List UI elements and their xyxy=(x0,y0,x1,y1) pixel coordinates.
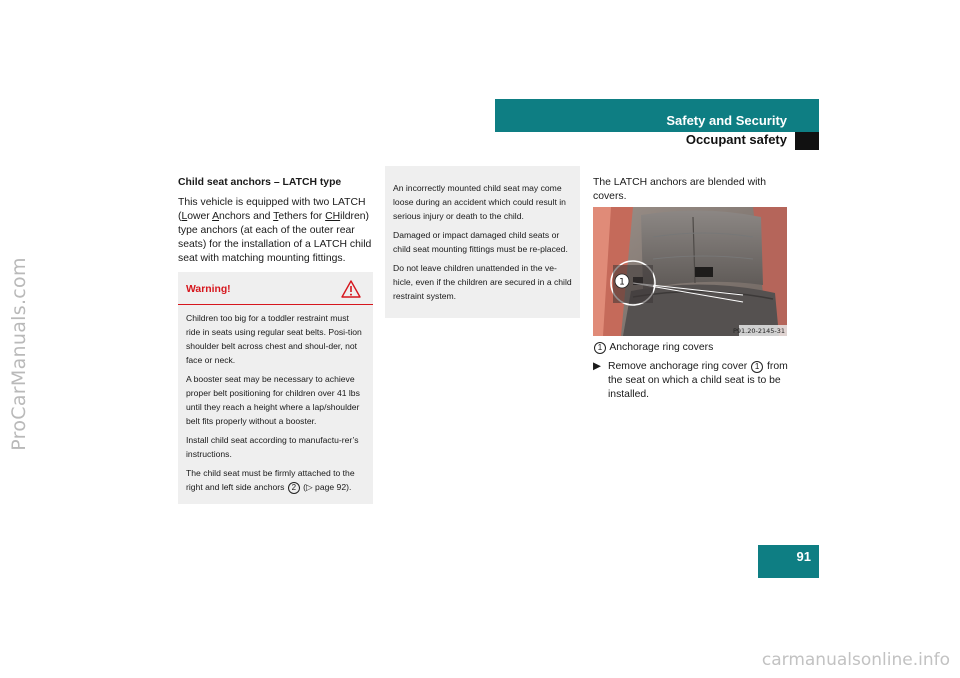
warning-continued-box xyxy=(385,166,580,318)
child-seat-anchors-section xyxy=(178,176,374,266)
latch-letter: T xyxy=(273,211,279,222)
warning-label: Warning! xyxy=(186,284,231,295)
page-reference: (▷ page 92). xyxy=(300,482,352,492)
side-watermark: ProCarManuals.com xyxy=(8,257,30,451)
latch-letter: L xyxy=(181,211,188,222)
page-number-box xyxy=(758,545,819,578)
warning-paragraph: Children too big for a toddler restraint must ride in seats using regular seat belts. Posi-tion shoulder belt across chest and shoul-der, not face or neck. xyxy=(186,313,362,365)
caption-text: Anchorage ring covers xyxy=(609,342,714,353)
rear-seat-photo xyxy=(593,207,787,336)
header-marker xyxy=(795,132,819,150)
warning-text: The child seat must be firmly attached to the right and left side anchors xyxy=(186,468,355,492)
warning-paragraph: Do not leave children unattended in the ve-hicle, even if the children are secured in a child restraint system. xyxy=(393,263,572,301)
photo-caption xyxy=(593,341,793,355)
latch-letter: A xyxy=(212,211,220,222)
warning-paragraph: Install child seat according to manufactu-rer’s instructions. xyxy=(186,435,359,459)
para-text: type anchors (at each of the outer rear seats) for the installation of a LATCH child seat with matching mounting fittings. xyxy=(178,225,372,264)
warning-paragraph xyxy=(186,466,365,494)
instruction-step xyxy=(593,360,793,402)
step-text xyxy=(608,360,793,402)
rear-seat-illustration xyxy=(593,207,787,336)
warning-paragraph: An incorrectly mounted child seat may come loose during an accident which could result in serious injury or death to the child. xyxy=(393,183,566,221)
latch-letter: CH xyxy=(325,211,341,222)
para-text: nchors and xyxy=(219,211,274,222)
para-line: This vehicle is equipped with two LATCH xyxy=(178,197,366,208)
para-text: ildren) xyxy=(340,211,370,222)
warning-continued-body xyxy=(385,166,580,303)
callout-number: 2 xyxy=(288,482,300,494)
warning-header xyxy=(178,272,373,305)
photo-marker: 1 xyxy=(619,277,625,288)
subsection-title: Occupant safety xyxy=(685,132,787,147)
para-text: ethers for xyxy=(278,211,326,222)
intro-text: The LATCH anchors are blended with covers. xyxy=(593,177,767,202)
footer-watermark: carmanualsonline.info xyxy=(761,650,950,670)
latch-paragraph xyxy=(178,196,374,266)
caption-number: 1 xyxy=(594,342,606,354)
step-callout-number: 1 xyxy=(751,361,763,373)
para-text: ower xyxy=(187,211,213,222)
step-text-part: from the seat on which a child seat is to be installed. xyxy=(608,361,788,400)
section-title: Safety and Security xyxy=(666,113,787,128)
warning-paragraph: Damaged or impact damaged child seats or child seat mounting fittings must be re-placed. xyxy=(393,230,568,254)
warning-paragraph: A booster seat may be necessary to achieve proper belt positioning for children over 41 lbs until they reach a height where a lap/shoulder belt fits properly without a booster. xyxy=(186,374,360,426)
step-text-part: Remove anchorage ring cover xyxy=(608,361,751,372)
page-number: 91 xyxy=(796,549,811,564)
section-heading: Child seat anchors – LATCH type xyxy=(178,177,342,188)
latch-intro xyxy=(593,176,793,204)
warning-box xyxy=(178,272,373,504)
photo-code: P91.20-2145-31 xyxy=(732,327,785,335)
warning-triangle-icon xyxy=(341,280,361,298)
warning-body xyxy=(178,305,373,494)
header-band xyxy=(495,99,819,132)
para-text: ( xyxy=(178,211,182,222)
step-arrow-icon: ▶ xyxy=(593,361,601,372)
